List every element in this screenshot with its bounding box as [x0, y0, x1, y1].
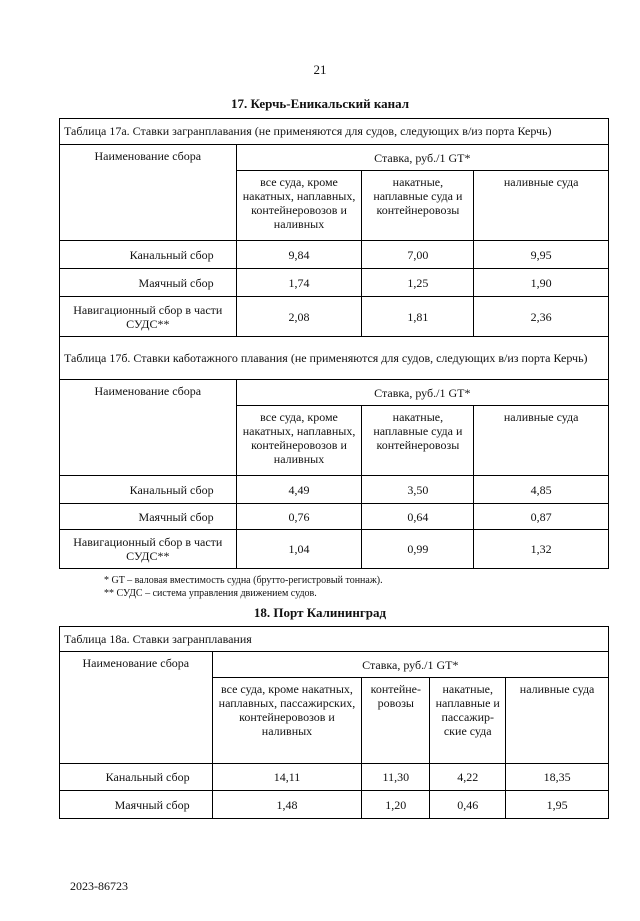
- cell: 1,25: [362, 269, 474, 297]
- subhead: контейне-ровозы: [362, 678, 430, 764]
- footnote: * GT – валовая вместимость судна (брутто-регистровый тоннаж).: [104, 575, 383, 586]
- table-17a: [59, 118, 609, 337]
- col-header-rate: Ставка, руб./1 GT*: [212, 652, 608, 678]
- table-row: [60, 269, 609, 297]
- row-label: Навигационный сбор в части СУДС**: [60, 530, 237, 569]
- subhead: накатные, наплавные и пассажир-ские суда: [430, 678, 506, 764]
- subhead: наливные суда: [506, 678, 609, 764]
- cell: 2,08: [236, 297, 362, 337]
- subhead: все суда, кроме накатных, наплавных, контейнеровозов и наливных: [236, 171, 362, 241]
- subhead: наливные суда: [474, 406, 609, 476]
- cell: 9,84: [236, 241, 362, 269]
- col-header-name: Наименование сбора: [60, 145, 237, 241]
- cell: 0,64: [362, 504, 474, 530]
- row-label: Навигационный сбор в части СУДС**: [60, 297, 237, 337]
- cell: 1,74: [236, 269, 362, 297]
- table-row: [60, 241, 609, 269]
- cell: 1,90: [474, 269, 609, 297]
- cell: 0,76: [236, 504, 362, 530]
- row-label: Маячный сбор: [60, 504, 237, 530]
- col-header-name: Наименование сбора: [60, 652, 213, 764]
- row-label: Маячный сбор: [60, 269, 237, 297]
- document-number: 2023-86723: [70, 879, 128, 893]
- table-row: [60, 297, 609, 337]
- col-header-name: Наименование сбора: [60, 380, 237, 476]
- table-row: [60, 791, 609, 819]
- cell: 1,20: [362, 791, 430, 819]
- table-17b: [59, 336, 609, 569]
- cell: 1,32: [474, 530, 609, 569]
- col-header-rate: Ставка, руб./1 GT*: [236, 380, 608, 406]
- col-header-rate: Ставка, руб./1 GT*: [236, 145, 608, 171]
- subhead: наливные суда: [474, 171, 609, 241]
- cell: 11,30: [362, 764, 430, 791]
- page-number: 21: [313, 62, 327, 77]
- cell: 1,48: [212, 791, 362, 819]
- cell: 14,11: [212, 764, 362, 791]
- cell: 9,95: [474, 241, 609, 269]
- table-row: [60, 530, 609, 569]
- cell: 0,46: [430, 791, 506, 819]
- table-18a: [59, 626, 609, 819]
- section-17-title: 17. Керчь-Еникальский канал: [230, 96, 410, 111]
- cell: 1,95: [506, 791, 609, 819]
- subhead: накатные, наплавные суда и контейнеровозы: [362, 171, 474, 241]
- row-label: Канальный сбор: [60, 476, 237, 504]
- row-label: Канальный сбор: [60, 764, 213, 791]
- cell: 0,87: [474, 504, 609, 530]
- table-caption: Таблица 18а. Ставки загранплавания: [60, 627, 609, 652]
- table-row: [60, 476, 609, 504]
- cell: 4,22: [430, 764, 506, 791]
- footnote: ** СУДС – система управления движением судов.: [104, 588, 317, 599]
- table-caption: Таблица 17а. Ставки загранплавания (не применяются для судов, следующих в/из порта Керчь): [60, 119, 609, 145]
- cell: 2,36: [474, 297, 609, 337]
- cell: 1,81: [362, 297, 474, 337]
- cell: 4,49: [236, 476, 362, 504]
- table-row: [60, 504, 609, 530]
- subhead: все суда, кроме накатных, наплавных, контейнеровозов и наливных: [236, 406, 362, 476]
- cell: 0,99: [362, 530, 474, 569]
- subhead: все суда, кроме накатных, наплавных, пассажирских, контейнеровозов и наливных: [212, 678, 362, 764]
- cell: 7,00: [362, 241, 474, 269]
- cell: 3,50: [362, 476, 474, 504]
- row-label: Канальный сбор: [60, 241, 237, 269]
- cell: 4,85: [474, 476, 609, 504]
- cell: 1,04: [236, 530, 362, 569]
- cell: 18,35: [506, 764, 609, 791]
- table-caption: Таблица 17б. Ставки каботажного плавания (не применяются для судов, следующих в/из порта Керчь): [60, 337, 609, 380]
- section-18-title: 18. Порт Калининград: [253, 605, 387, 620]
- subhead: накатные, наплавные суда и контейнеровозы: [362, 406, 474, 476]
- table-row: [60, 764, 609, 791]
- row-label: Маячный сбор: [60, 791, 213, 819]
